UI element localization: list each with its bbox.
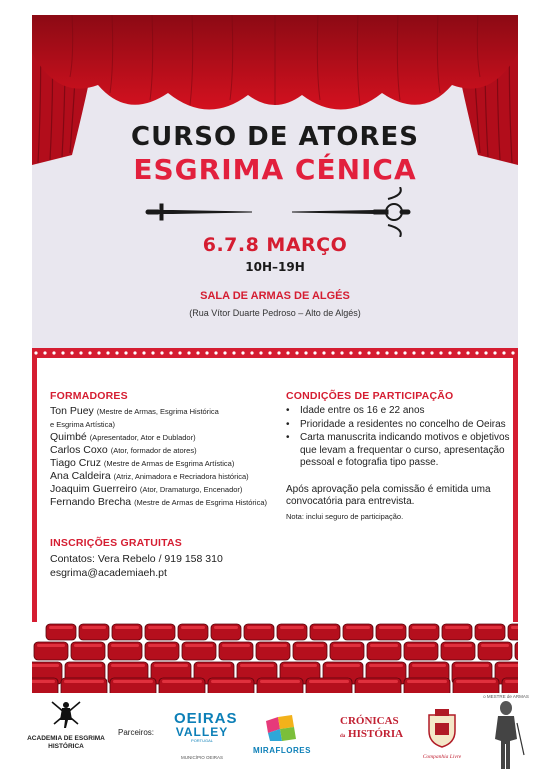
oeiras-text: OEIRAS <box>174 710 238 727</box>
miraflores-logo <box>246 715 318 755</box>
fencer-icon <box>48 698 84 730</box>
marquee-light <box>43 351 46 354</box>
seat-highlight <box>32 664 59 667</box>
seat-highlight <box>481 644 509 647</box>
marquee-light <box>124 351 127 354</box>
marquee-light <box>286 351 289 354</box>
trainer-name: Ton Puey <box>50 405 94 417</box>
course-subtitle: ESGRIMA CÉNICA <box>133 153 417 186</box>
cronicas-da-text: da <box>340 734 346 739</box>
seat-highlight <box>309 680 349 683</box>
marquee-light <box>259 351 262 354</box>
seat-highlight <box>49 626 73 629</box>
marquee-light <box>304 351 307 354</box>
marquee-light <box>115 351 118 354</box>
seat-highlight <box>370 644 398 647</box>
seat-highlight <box>154 664 188 667</box>
trainer-name: Tiago Cruz <box>50 457 101 469</box>
trainer-item <box>50 457 290 470</box>
organizer-name: ACADEMIA DE ESGRIMA HISTÓRICA <box>27 735 105 750</box>
left-column <box>50 390 290 580</box>
marquee-light <box>142 351 145 354</box>
marquee-light <box>52 351 55 354</box>
seat-highlight <box>111 664 145 667</box>
trainer-name: Ana Caldeira <box>50 470 111 482</box>
seat-highlight <box>455 664 489 667</box>
seat-highlight <box>82 626 106 629</box>
organizer-logo <box>26 698 106 751</box>
seat-highlight <box>68 664 102 667</box>
seat-highlight <box>444 644 472 647</box>
marquee-light <box>421 351 424 354</box>
trainer-name: Fernando Brecha <box>50 496 132 508</box>
oeiras-valley-logo <box>174 710 238 760</box>
seat-highlight <box>369 664 403 667</box>
seat-highlight <box>259 644 287 647</box>
seat-highlight <box>74 644 102 647</box>
seat-highlight <box>181 626 205 629</box>
seat-highlight <box>222 644 250 647</box>
marquee-light <box>448 351 451 354</box>
marquee-light <box>196 351 199 354</box>
seat <box>515 642 518 660</box>
seat-highlight <box>280 626 304 629</box>
marquee-light <box>376 351 379 354</box>
seat-highlight <box>478 626 502 629</box>
seat-highlight <box>379 626 403 629</box>
seat-highlight <box>64 680 104 683</box>
seat-highlight <box>346 626 370 629</box>
trainers-list <box>50 405 290 509</box>
seat-highlight <box>115 626 139 629</box>
valley-text: VALLEY <box>175 725 229 739</box>
seat-highlight <box>296 644 324 647</box>
seat-highlight <box>412 664 446 667</box>
trainer-item <box>50 444 290 457</box>
seat-highlight <box>185 644 213 647</box>
marquee-light <box>349 351 352 354</box>
trainer-role: (Mestre de Armas, Esgrima Histórica <box>96 407 219 416</box>
trainer-item <box>50 496 290 509</box>
marquee-light <box>79 351 82 354</box>
venue-name: SALA DE ARMAS DE ALGÉS <box>200 290 350 302</box>
trainer-role: (Ator, formador de atores) <box>110 446 197 455</box>
marquee-light <box>106 351 109 354</box>
crest-icon <box>425 709 459 749</box>
seat-highlight <box>445 626 469 629</box>
marquee-light <box>97 351 100 354</box>
condition-item: • Carta manuscrita indicando motivos e objetivos que levam a frequentar o curso, apresentação pessoal e fotografia tipo passe. <box>286 432 516 470</box>
seat-highlight <box>148 644 176 647</box>
seat-highlight <box>407 644 435 647</box>
marquee-light <box>385 351 388 354</box>
miraflores-name: MIRAFLORES <box>253 746 311 755</box>
marquee-light <box>151 351 154 354</box>
trainer-item <box>50 483 290 496</box>
marquee-light <box>214 351 217 354</box>
registration-section <box>50 537 290 580</box>
trainer-role-cont: e Esgrima Artística) <box>50 420 116 429</box>
seat-highlight <box>32 680 55 683</box>
trainers-title: FORMADORES <box>50 390 128 402</box>
trainer-role: (Mestre de Armas de Esgrima Artística) <box>103 459 235 468</box>
trainer-role: (Mestre de Armas de Esgrima Histórica) <box>134 498 268 507</box>
companhia-name: Companhia Livre <box>422 754 462 760</box>
knight-armor-icon <box>486 699 526 771</box>
partners-footer <box>0 693 550 778</box>
marquee-light <box>430 351 433 354</box>
seat-highlight <box>511 626 518 629</box>
right-column <box>286 390 516 521</box>
marquee-light <box>439 351 442 354</box>
seat-highlight <box>412 626 436 629</box>
marquee-light <box>331 351 334 354</box>
seat-highlight <box>148 626 172 629</box>
marquee-light <box>295 351 298 354</box>
seat-highlight <box>283 664 317 667</box>
marquee-light <box>205 351 208 354</box>
course-hours: 10H–19H <box>245 260 305 274</box>
marquee-lights <box>32 348 518 358</box>
marquee-light <box>277 351 280 354</box>
municipio-text: MUNICÍPIO OEIRAS <box>180 755 223 760</box>
insurance-note: Nota: inclui seguro de participação. <box>286 511 404 521</box>
trainer-name: Carlos Coxo <box>50 444 108 456</box>
seat-highlight <box>214 626 238 629</box>
theater-seats <box>32 622 518 693</box>
condition-item: • Prioridade a residentes no concelho de Oeiras <box>286 419 516 432</box>
trainer-role: (Apresentador, Ator e Dublador) <box>89 433 196 442</box>
conditions-title: CONDIÇÕES DE PARTICIPAÇÃO <box>286 390 454 402</box>
marquee-light <box>493 351 496 354</box>
seat-highlight <box>260 680 300 683</box>
contact-email[interactable]: esgrima@academiaeh.pt <box>50 567 167 579</box>
seat-highlight <box>407 680 447 683</box>
seat-highlight <box>240 664 274 667</box>
seat-highlight <box>333 644 361 647</box>
marquee-light <box>70 351 73 354</box>
marquee-light <box>160 351 163 354</box>
marquee-light <box>322 351 325 354</box>
seat-highlight <box>456 680 496 683</box>
companhia-livre-logo <box>420 709 464 760</box>
seat-highlight <box>313 626 337 629</box>
seat-highlight <box>498 664 518 667</box>
seat-highlight <box>358 680 398 683</box>
marquee-light <box>475 351 478 354</box>
marquee-light <box>403 351 406 354</box>
cronicas-historia-logo <box>340 715 412 743</box>
marquee-light <box>187 351 190 354</box>
trainer-item <box>50 470 290 483</box>
trainer-name: Joaquim Guerreiro <box>50 483 137 495</box>
seat-highlight <box>326 664 360 667</box>
conditions-list <box>286 405 516 470</box>
miraflores-mark-icon <box>262 715 302 741</box>
trainer-name: Quimbé <box>50 431 87 443</box>
seat-highlight <box>113 680 153 683</box>
contact-line: Contatos: Vera Rebelo / 919 158 310 <box>50 553 223 565</box>
crossed-swords-icon <box>142 187 412 237</box>
seat-highlight <box>505 680 518 683</box>
marquee-light <box>484 351 487 354</box>
frame-border-left <box>32 355 37 655</box>
seat-highlight <box>162 680 202 683</box>
marquee-light <box>268 351 271 354</box>
marquee-light <box>394 351 397 354</box>
trainer-role: (Atriz, Animadora e Recriadora histórica) <box>113 472 249 481</box>
marquee-light <box>502 351 505 354</box>
marquee-light <box>250 351 253 354</box>
portugal-text: PORTUGAL <box>191 738 213 743</box>
condition-item: • Idade entre os 16 e 22 anos <box>286 405 516 418</box>
cronicas-text: CRÓNICAS <box>340 715 399 727</box>
marquee-light <box>367 351 370 354</box>
approval-text: Após aprovação pela comissão é emitida uma convocatória para entrevista. <box>286 483 491 507</box>
marquee-light <box>466 351 469 354</box>
marquee-light <box>223 351 226 354</box>
marquee-light <box>340 351 343 354</box>
course-title: CURSO DE ATORES <box>131 122 419 152</box>
trainer-item <box>50 405 290 431</box>
poster <box>32 15 518 693</box>
marquee-light <box>412 351 415 354</box>
venue-address: (Rua Vítor Duarte Pedroso – Alto de Algés) <box>189 308 361 318</box>
marquee-light <box>178 351 181 354</box>
marquee-light <box>133 351 136 354</box>
marquee-light <box>61 351 64 354</box>
marquee-light <box>241 351 244 354</box>
course-dates: 6.7.8 MARÇO <box>202 234 348 256</box>
marquee-light <box>313 351 316 354</box>
seat-highlight <box>247 626 271 629</box>
seat-highlight <box>211 680 251 683</box>
seat-highlight <box>197 664 231 667</box>
seat-highlight <box>111 644 139 647</box>
partners-label: Parceiros: <box>118 728 155 737</box>
marquee-light <box>358 351 361 354</box>
mestre-de-armas-logo <box>478 694 534 776</box>
marquee-light <box>232 351 235 354</box>
seat-highlight <box>37 644 65 647</box>
marquee-light <box>169 351 172 354</box>
marquee-light <box>457 351 460 354</box>
trainer-role: (Ator, Dramaturgo, Encenador) <box>139 485 243 494</box>
historia-text: HISTÓRIA <box>348 728 404 740</box>
mestre-text: o MESTRE de ARMAS <box>483 694 529 699</box>
marquee-light <box>88 351 91 354</box>
registration-title: INSCRIÇÕES GRATUITAS <box>50 537 182 549</box>
trainer-item <box>50 431 290 444</box>
